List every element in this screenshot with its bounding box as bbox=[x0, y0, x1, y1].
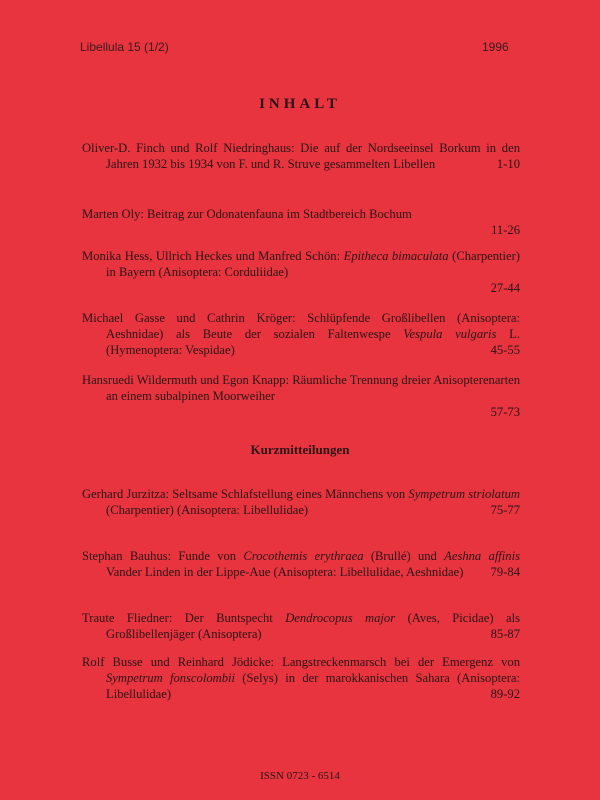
short-entry bbox=[82, 486, 520, 518]
journal-header: Libellula 15 (1/2) bbox=[80, 40, 169, 54]
entry-text: Gerhard Jurzitza: Seltsame Schlafstellung eines Männchens von Sympetrum striolatum (Charpentier) (Anisoptera: Libellulidae) bbox=[82, 487, 520, 517]
entry-text: Stephan Bauhus: Funde von Crocothemis erythraea (Brullé) und Aeshna affinis Vander Linden in der Lippe-Aue (Anisoptera: Libellulidae, Aeshnidae) bbox=[82, 549, 521, 579]
short-entry bbox=[82, 610, 520, 642]
toc-entry bbox=[82, 140, 520, 172]
year-header: 1996 bbox=[482, 40, 509, 54]
issn-footer: ISSN 0723 - 6514 bbox=[260, 770, 340, 782]
entry-pages: 75-77 bbox=[490, 503, 520, 517]
entry-text: Hansruedi Wildermuth und Egon Knapp: Räumliche Trennung dreier Anisopterenarten an einem subalpinen Moorweiher bbox=[82, 373, 520, 403]
entry-text: Michael Gasse und Cathrin Kröger: Schlüpfende Großlibellen (Anisoptera: Aeshnidae) als Beute der sozialen Faltenwespe Vespula vulgaris L. (Hymenoptera: Vespidae) bbox=[82, 311, 520, 357]
toc-entry bbox=[82, 248, 520, 296]
entry-text: Marten Oly: Beitrag zur Odonatenfauna im Stadtbereich Bochum bbox=[82, 207, 412, 221]
entry-pages: 79-84 bbox=[490, 565, 520, 579]
toc-entry bbox=[82, 372, 520, 420]
toc-entry bbox=[82, 310, 520, 358]
toc-entry bbox=[82, 206, 520, 238]
short-entry bbox=[82, 548, 520, 580]
section-title: Kurzmitteilungen bbox=[250, 442, 350, 457]
entry-text: Monika Hess, Ullrich Heckes und Manfred Schön: Epitheca bimaculata (Charpentier) in Bayern (Anisoptera: Corduliidae) bbox=[82, 249, 520, 279]
entry-pages: 45-55 bbox=[490, 343, 520, 357]
entry-pages: 11-26 bbox=[491, 223, 520, 237]
entry-text: Oliver-D. Finch und Rolf Niedringhaus: Die auf der Nordseeinsel Borkum in den Jahren 1932 bis 1934 von F. und R. Struve gesammelten Libellen bbox=[82, 141, 520, 171]
entry-pages: 57-73 bbox=[490, 405, 520, 419]
page-title: INHALT bbox=[259, 96, 341, 112]
entry-text: Rolf Busse und Reinhard Jödicke: Langstreckenmarsch bei der Emergenz von Sympetrum fonscolombii (Selys) in der marokkanischen Sahara (Anisoptera: Libellulidae) bbox=[82, 655, 520, 701]
entry-pages: 27-44 bbox=[490, 281, 520, 295]
entry-pages: 1-10 bbox=[496, 157, 520, 171]
entry-pages: 89-92 bbox=[490, 687, 520, 701]
short-entry bbox=[82, 654, 520, 702]
entry-text: Traute Fliedner: Der Buntspecht Dendrocopus major (Aves, Picidae) als Großlibellenjäger (Anisoptera) bbox=[82, 611, 520, 641]
entry-pages: 85-87 bbox=[490, 627, 520, 641]
